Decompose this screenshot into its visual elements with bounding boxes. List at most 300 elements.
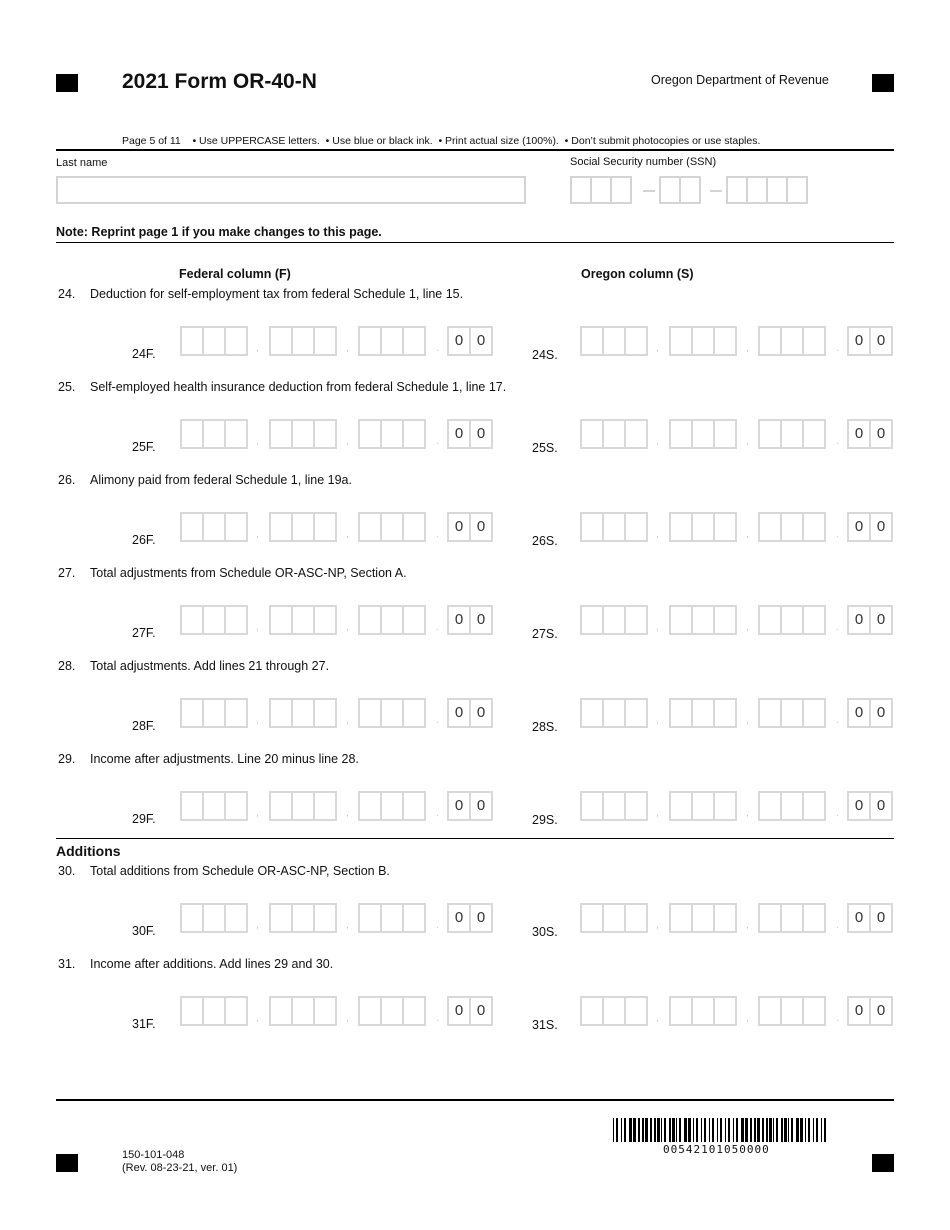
cents-group <box>847 698 891 728</box>
digit-box[interactable] <box>313 698 337 728</box>
digit-group[interactable] <box>758 605 824 635</box>
digit-box[interactable] <box>224 512 248 542</box>
digit-box[interactable] <box>402 419 426 449</box>
digit-box[interactable] <box>713 791 737 821</box>
digit-box[interactable] <box>380 903 404 933</box>
digit-group[interactable] <box>180 903 246 933</box>
digit-box[interactable] <box>180 512 204 542</box>
digit-group[interactable] <box>180 698 246 728</box>
digit-box[interactable] <box>624 791 648 821</box>
digit-group[interactable] <box>358 698 424 728</box>
digit-box[interactable] <box>691 419 715 449</box>
digit-box[interactable] <box>202 605 226 635</box>
line-number: 31. <box>58 957 76 971</box>
digit-group[interactable] <box>269 903 335 933</box>
digit-box[interactable] <box>691 605 715 635</box>
digit-box[interactable] <box>313 512 337 542</box>
digit-box[interactable] <box>202 791 226 821</box>
thousands-separator: , <box>746 343 749 354</box>
digit-box[interactable] <box>402 996 426 1026</box>
decimal-separator: . <box>836 1013 839 1024</box>
digit-box[interactable] <box>669 903 693 933</box>
digit-group[interactable] <box>358 605 424 635</box>
digit-box[interactable] <box>758 512 782 542</box>
ssn-field-part1[interactable] <box>570 176 630 204</box>
digit-box[interactable] <box>780 698 804 728</box>
thousands-separator: , <box>656 529 659 540</box>
digit-box[interactable] <box>180 419 204 449</box>
digit-box[interactable] <box>802 791 826 821</box>
digit-box[interactable] <box>669 698 693 728</box>
digit-box[interactable] <box>202 512 226 542</box>
digit-box[interactable] <box>624 698 648 728</box>
digit-box[interactable] <box>602 791 626 821</box>
digit-box[interactable] <box>291 996 315 1026</box>
s-amount-field[interactable] <box>580 605 898 635</box>
digit-group[interactable] <box>758 903 824 933</box>
digit-group[interactable] <box>669 903 735 933</box>
digit-box[interactable] <box>713 605 737 635</box>
cents-digit: 0 <box>447 419 471 449</box>
barcode-bar <box>720 1118 722 1142</box>
ssn-digit[interactable] <box>766 176 788 204</box>
digit-group[interactable] <box>269 512 335 542</box>
digit-box[interactable] <box>269 996 293 1026</box>
digit-group[interactable] <box>669 996 735 1026</box>
digit-box[interactable] <box>224 698 248 728</box>
digit-group[interactable] <box>358 419 424 449</box>
ssn-field-part3[interactable] <box>726 176 806 204</box>
digit-box[interactable] <box>580 698 604 728</box>
digit-group[interactable] <box>669 326 735 356</box>
digit-group[interactable] <box>180 605 246 635</box>
digit-group[interactable] <box>269 996 335 1026</box>
digit-box[interactable] <box>224 605 248 635</box>
decimal-separator: . <box>836 622 839 633</box>
ssn-digit[interactable] <box>679 176 701 204</box>
digit-group[interactable] <box>669 419 735 449</box>
barcode-bar <box>757 1118 760 1142</box>
thousands-separator: , <box>746 808 749 819</box>
digit-group[interactable] <box>669 605 735 635</box>
line-description: Deduction for self-employment tax from federal Schedule 1, line 15. <box>90 287 464 301</box>
f-amount-field[interactable] <box>180 512 498 542</box>
digit-box[interactable] <box>380 698 404 728</box>
barcode-number: 00542101050000 <box>663 1143 770 1156</box>
s-amount-field[interactable] <box>580 512 898 542</box>
digit-group[interactable] <box>269 419 335 449</box>
federal-field-label: 28F. <box>132 719 156 733</box>
digit-box[interactable] <box>758 791 782 821</box>
digit-box[interactable] <box>580 605 604 635</box>
digit-box[interactable] <box>802 326 826 356</box>
digit-box[interactable] <box>602 326 626 356</box>
digit-box[interactable] <box>180 326 204 356</box>
digit-box[interactable] <box>358 791 382 821</box>
thousands-separator: , <box>346 920 349 931</box>
digit-box[interactable] <box>224 996 248 1026</box>
digit-box[interactable] <box>758 419 782 449</box>
barcode-bar <box>654 1118 656 1142</box>
digit-group[interactable] <box>269 605 335 635</box>
digit-group[interactable] <box>269 326 335 356</box>
digit-box[interactable] <box>802 512 826 542</box>
f-amount-field[interactable] <box>180 903 498 933</box>
digit-box[interactable] <box>602 903 626 933</box>
digit-box[interactable] <box>180 698 204 728</box>
digit-box[interactable] <box>780 791 804 821</box>
digit-group[interactable] <box>269 698 335 728</box>
digit-group[interactable] <box>269 791 335 821</box>
ssn-digit[interactable] <box>570 176 592 204</box>
cents-digit: 0 <box>847 419 871 449</box>
digit-group[interactable] <box>580 419 646 449</box>
barcode-bar <box>661 1118 662 1142</box>
digit-box[interactable] <box>624 419 648 449</box>
digit-box[interactable] <box>624 605 648 635</box>
digit-box[interactable] <box>758 698 782 728</box>
digit-box[interactable] <box>269 605 293 635</box>
digit-box[interactable] <box>291 326 315 356</box>
oregon-field-label: 30S. <box>532 925 558 939</box>
decimal-separator: . <box>836 343 839 354</box>
digit-group[interactable] <box>669 791 735 821</box>
digit-group[interactable] <box>669 512 735 542</box>
barcode-bar <box>669 1118 671 1142</box>
digit-box[interactable] <box>580 326 604 356</box>
digit-group[interactable] <box>758 419 824 449</box>
digit-box[interactable] <box>380 512 404 542</box>
digit-group[interactable] <box>580 512 646 542</box>
barcode-bar <box>693 1118 694 1142</box>
digit-box[interactable] <box>358 903 382 933</box>
barcode-bar <box>733 1118 734 1142</box>
registration-mark-top-left <box>56 74 78 92</box>
digit-box[interactable] <box>380 605 404 635</box>
digit-box[interactable] <box>380 419 404 449</box>
barcode-bar <box>645 1118 648 1142</box>
digit-box[interactable] <box>669 419 693 449</box>
barcode-bar <box>736 1118 738 1142</box>
line-number: 24. <box>58 287 76 301</box>
digit-box[interactable] <box>758 605 782 635</box>
digit-box[interactable] <box>780 512 804 542</box>
digit-box[interactable] <box>669 326 693 356</box>
ssn-digit[interactable] <box>726 176 748 204</box>
barcode-bar <box>725 1118 726 1142</box>
f-amount-field[interactable] <box>180 996 498 1026</box>
cents-digit: 0 <box>847 903 871 933</box>
digit-box[interactable] <box>402 791 426 821</box>
decimal-separator: . <box>436 622 439 633</box>
digit-box[interactable] <box>802 996 826 1026</box>
digit-box[interactable] <box>313 419 337 449</box>
ssn-digit[interactable] <box>610 176 632 204</box>
department-name: Oregon Department of Revenue <box>651 73 829 87</box>
digit-box[interactable] <box>180 903 204 933</box>
digit-group[interactable] <box>180 512 246 542</box>
cents-digit: 0 <box>469 698 493 728</box>
digit-box[interactable] <box>602 698 626 728</box>
digit-group[interactable] <box>580 996 646 1026</box>
digit-box[interactable] <box>202 698 226 728</box>
digit-box[interactable] <box>358 512 382 542</box>
digit-box[interactable] <box>691 698 715 728</box>
digit-box[interactable] <box>291 903 315 933</box>
digit-group[interactable] <box>669 698 735 728</box>
digit-box[interactable] <box>180 996 204 1026</box>
federal-field-label: 30F. <box>132 924 156 938</box>
digit-box[interactable] <box>180 605 204 635</box>
oregon-field-label: 24S. <box>532 348 558 362</box>
barcode-bar <box>717 1118 718 1142</box>
digit-box[interactable] <box>580 903 604 933</box>
digit-group[interactable] <box>580 903 646 933</box>
digit-box[interactable] <box>602 419 626 449</box>
digit-box[interactable] <box>691 791 715 821</box>
digit-box[interactable] <box>358 996 382 1026</box>
digit-group[interactable] <box>180 326 246 356</box>
digit-box[interactable] <box>602 996 626 1026</box>
digit-box[interactable] <box>780 996 804 1026</box>
f-amount-field[interactable] <box>180 791 498 821</box>
digit-box[interactable] <box>624 512 648 542</box>
digit-box[interactable] <box>713 903 737 933</box>
digit-group[interactable] <box>758 996 824 1026</box>
decimal-separator: . <box>436 808 439 819</box>
f-amount-field[interactable] <box>180 605 498 635</box>
digit-box[interactable] <box>269 903 293 933</box>
line-description: Total adjustments. Add lines 21 through 27. <box>90 659 330 673</box>
barcode-bar <box>754 1118 756 1142</box>
digit-box[interactable] <box>602 605 626 635</box>
cents-digit: 0 <box>469 512 493 542</box>
barcode-bar <box>813 1118 814 1142</box>
digit-box[interactable] <box>802 605 826 635</box>
digit-box[interactable] <box>180 791 204 821</box>
federal-field-label: 27F. <box>132 626 156 640</box>
s-amount-field[interactable] <box>580 698 898 728</box>
digit-box[interactable] <box>313 903 337 933</box>
digit-box[interactable] <box>758 996 782 1026</box>
digit-box[interactable] <box>691 903 715 933</box>
digit-group[interactable] <box>580 326 646 356</box>
digit-box[interactable] <box>713 419 737 449</box>
digit-box[interactable] <box>691 996 715 1026</box>
thousands-separator: , <box>746 715 749 726</box>
digit-box[interactable] <box>780 326 804 356</box>
digit-group[interactable] <box>180 419 246 449</box>
digit-box[interactable] <box>580 791 604 821</box>
digit-box[interactable] <box>758 326 782 356</box>
digit-box[interactable] <box>669 791 693 821</box>
digit-box[interactable] <box>780 605 804 635</box>
digit-box[interactable] <box>224 326 248 356</box>
digit-box[interactable] <box>224 419 248 449</box>
ssn-field-part2[interactable] <box>659 176 699 204</box>
digit-box[interactable] <box>269 791 293 821</box>
thousands-separator: , <box>256 920 259 931</box>
digit-box[interactable] <box>269 419 293 449</box>
barcode-bar <box>741 1118 744 1142</box>
digit-group[interactable] <box>180 996 246 1026</box>
digit-box[interactable] <box>580 419 604 449</box>
digit-box[interactable] <box>291 419 315 449</box>
barcode-bar <box>796 1118 799 1142</box>
cents-group <box>447 419 491 449</box>
line-number: 29. <box>58 752 76 766</box>
cents-digit: 0 <box>447 512 471 542</box>
digit-box[interactable] <box>224 903 248 933</box>
digit-box[interactable] <box>691 512 715 542</box>
digit-box[interactable] <box>269 512 293 542</box>
barcode-bar <box>679 1118 681 1142</box>
cents-digit: 0 <box>447 791 471 821</box>
digit-box[interactable] <box>358 326 382 356</box>
cents-digit: 0 <box>469 605 493 635</box>
cents-group <box>447 326 491 356</box>
barcode-bar <box>629 1118 632 1142</box>
digit-box[interactable] <box>202 996 226 1026</box>
digit-box[interactable] <box>713 512 737 542</box>
digit-box[interactable] <box>358 605 382 635</box>
digit-box[interactable] <box>624 903 648 933</box>
digit-group[interactable] <box>758 698 824 728</box>
digit-box[interactable] <box>669 996 693 1026</box>
digit-group[interactable] <box>580 605 646 635</box>
digit-box[interactable] <box>202 419 226 449</box>
digit-box[interactable] <box>758 903 782 933</box>
digit-box[interactable] <box>358 698 382 728</box>
digit-box[interactable] <box>291 791 315 821</box>
digit-group[interactable] <box>358 996 424 1026</box>
digit-box[interactable] <box>380 996 404 1026</box>
digit-box[interactable] <box>713 698 737 728</box>
thousands-separator: , <box>346 622 349 633</box>
digit-box[interactable] <box>291 698 315 728</box>
digit-box[interactable] <box>202 903 226 933</box>
digit-box[interactable] <box>313 326 337 356</box>
s-amount-field[interactable] <box>580 903 898 933</box>
digit-group[interactable] <box>358 512 424 542</box>
f-amount-field[interactable] <box>180 326 498 356</box>
last-name-field[interactable] <box>56 176 526 204</box>
digit-box[interactable] <box>802 419 826 449</box>
digit-box[interactable] <box>358 419 382 449</box>
digit-group[interactable] <box>758 512 824 542</box>
cents-digit: 0 <box>869 698 893 728</box>
digit-box[interactable] <box>713 326 737 356</box>
digit-box[interactable] <box>380 791 404 821</box>
digit-box[interactable] <box>402 903 426 933</box>
cents-digit: 0 <box>447 605 471 635</box>
cents-digit: 0 <box>869 903 893 933</box>
barcode-bar <box>773 1118 774 1142</box>
digit-box[interactable] <box>580 996 604 1026</box>
federal-field-label: 26F. <box>132 533 156 547</box>
barcode-bar <box>657 1118 660 1142</box>
digit-box[interactable] <box>713 996 737 1026</box>
digit-box[interactable] <box>580 512 604 542</box>
decimal-separator: . <box>436 343 439 354</box>
digit-box[interactable] <box>402 698 426 728</box>
barcode-bar <box>701 1118 702 1142</box>
digit-box[interactable] <box>669 512 693 542</box>
digit-box[interactable] <box>691 326 715 356</box>
digit-group[interactable] <box>580 698 646 728</box>
digit-box[interactable] <box>380 326 404 356</box>
digit-box[interactable] <box>313 996 337 1026</box>
form-revision: (Rev. 08-23-21, ver. 01) <box>122 1162 238 1174</box>
digit-box[interactable] <box>224 791 248 821</box>
digit-box[interactable] <box>780 419 804 449</box>
digit-box[interactable] <box>313 605 337 635</box>
barcode-bar <box>766 1118 768 1142</box>
thousands-separator: , <box>656 1013 659 1024</box>
digit-group[interactable] <box>580 791 646 821</box>
s-amount-field[interactable] <box>580 996 898 1026</box>
decimal-separator: . <box>436 1013 439 1024</box>
barcode-bar <box>816 1118 818 1142</box>
cents-digit: 0 <box>469 326 493 356</box>
digit-box[interactable] <box>202 326 226 356</box>
digit-group[interactable] <box>758 326 824 356</box>
digit-box[interactable] <box>669 605 693 635</box>
digit-box[interactable] <box>291 605 315 635</box>
thousands-separator: , <box>256 343 259 354</box>
barcode-bar <box>712 1118 714 1142</box>
digit-box[interactable] <box>402 326 426 356</box>
f-amount-field[interactable] <box>180 419 498 449</box>
digit-group[interactable] <box>358 903 424 933</box>
digit-box[interactable] <box>313 791 337 821</box>
barcode-bar <box>672 1118 675 1142</box>
digit-group[interactable] <box>358 326 424 356</box>
digit-box[interactable] <box>269 326 293 356</box>
s-amount-field[interactable] <box>580 419 898 449</box>
decimal-separator: . <box>436 715 439 726</box>
digit-box[interactable] <box>624 326 648 356</box>
line-number: 30. <box>58 864 76 878</box>
digit-box[interactable] <box>602 512 626 542</box>
thousands-separator: , <box>256 1013 259 1024</box>
ssn-digit[interactable] <box>746 176 768 204</box>
form-instructions: Page 5 of 11 • Use UPPERCASE letters. • Use blue or black ink. • Print actual size (100%). • Don’t submit photocopies or use staples. <box>122 135 761 147</box>
f-amount-field[interactable] <box>180 698 498 728</box>
ssn-digit[interactable] <box>659 176 681 204</box>
s-amount-field[interactable] <box>580 791 898 821</box>
line-number: 27. <box>58 566 76 580</box>
ssn-digit[interactable] <box>590 176 612 204</box>
digit-box[interactable] <box>624 996 648 1026</box>
line-number: 28. <box>58 659 76 673</box>
digit-box[interactable] <box>269 698 293 728</box>
digit-box[interactable] <box>780 903 804 933</box>
s-amount-field[interactable] <box>580 326 898 356</box>
ssn-digit[interactable] <box>786 176 808 204</box>
digit-group[interactable] <box>758 791 824 821</box>
cents-digit: 0 <box>869 605 893 635</box>
digit-group[interactable] <box>180 791 246 821</box>
digit-box[interactable] <box>802 903 826 933</box>
decimal-separator: . <box>436 436 439 447</box>
digit-box[interactable] <box>402 512 426 542</box>
digit-box[interactable] <box>802 698 826 728</box>
digit-box[interactable] <box>402 605 426 635</box>
registration-mark-bottom-left <box>56 1154 78 1172</box>
digit-group[interactable] <box>358 791 424 821</box>
digit-box[interactable] <box>291 512 315 542</box>
